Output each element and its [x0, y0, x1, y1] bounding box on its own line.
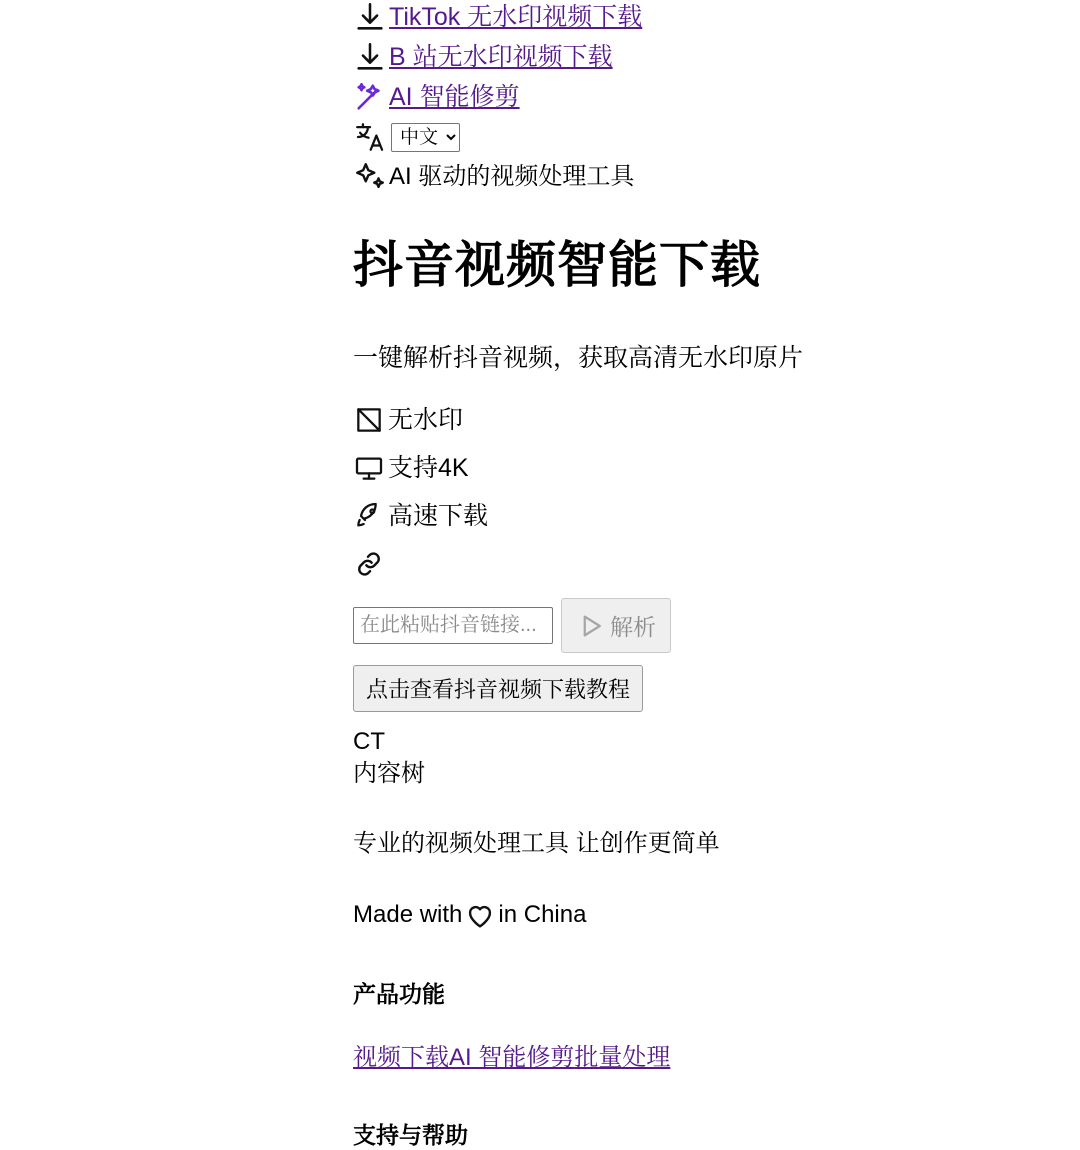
parse-form [353, 598, 1053, 653]
url-input[interactable] [353, 607, 553, 644]
link-icon-row [353, 548, 1053, 580]
language-switcher[interactable] [353, 120, 1053, 154]
parse-button[interactable] [561, 598, 671, 653]
magic-wand-icon [353, 80, 387, 114]
heart-icon [463, 898, 497, 932]
nav-item-label[interactable]: TikTok 无水印视频下载 [389, 3, 643, 31]
footer-links-products [353, 1043, 1053, 1073]
download-icon [353, 0, 387, 34]
nav-item-tiktok-download[interactable] [353, 0, 1053, 34]
download-icon [353, 40, 387, 74]
footer-link-batch[interactable]: 批量处理 [574, 1044, 671, 1071]
language-select[interactable] [391, 123, 460, 152]
feature-label: 支持4K [388, 454, 469, 482]
made-prefix: Made with [353, 901, 463, 928]
footer-link-video-download[interactable]: 视频下载 [353, 1044, 449, 1071]
footer-link-ai-trim[interactable]: AI 智能修剪 [449, 1044, 575, 1071]
page-content [353, 0, 1053, 1150]
feature-label: 无水印 [388, 406, 464, 434]
footer-section-title-products: 产品功能 [353, 981, 445, 1007]
sparkle-icon [353, 160, 387, 194]
brand-sub: 内容树 [353, 760, 425, 787]
tagline [353, 160, 1053, 194]
no-watermark-icon [353, 404, 385, 436]
footer-description: 专业的视频处理工具 让创作更简单 [353, 830, 720, 857]
made-suffix: in China [498, 901, 587, 928]
rocket-icon [353, 500, 385, 532]
made-with-line [353, 898, 1053, 932]
footer-section-title-support: 支持与帮助 [353, 1122, 468, 1148]
page-subtitle: 一键解析抖音视频，获取高清无水印原片 [353, 344, 804, 372]
nav-item-ai-trim[interactable] [353, 80, 1053, 114]
brand-name: CT [353, 728, 385, 755]
feature-fast-download [353, 500, 1053, 532]
monitor-icon [353, 452, 385, 484]
tagline-label: AI 驱动的视频处理工具 [389, 163, 635, 190]
page-title: 抖音视频智能下载 [353, 237, 761, 293]
feature-label: 高速下载 [388, 502, 489, 530]
parse-button-label: 解析 [610, 614, 656, 640]
tutorial-button[interactable]: 点击查看抖音视频下载教程 [353, 665, 643, 712]
nav-item-label[interactable]: AI 智能修剪 [389, 83, 520, 111]
translate-icon [353, 120, 387, 154]
play-icon [576, 611, 606, 641]
feature-4k [353, 452, 1053, 484]
link-icon [353, 548, 385, 580]
feature-no-watermark [353, 404, 1053, 436]
nav-item-label[interactable]: B 站无水印视频下载 [389, 43, 613, 71]
nav-item-bilibili-download[interactable] [353, 40, 1053, 74]
